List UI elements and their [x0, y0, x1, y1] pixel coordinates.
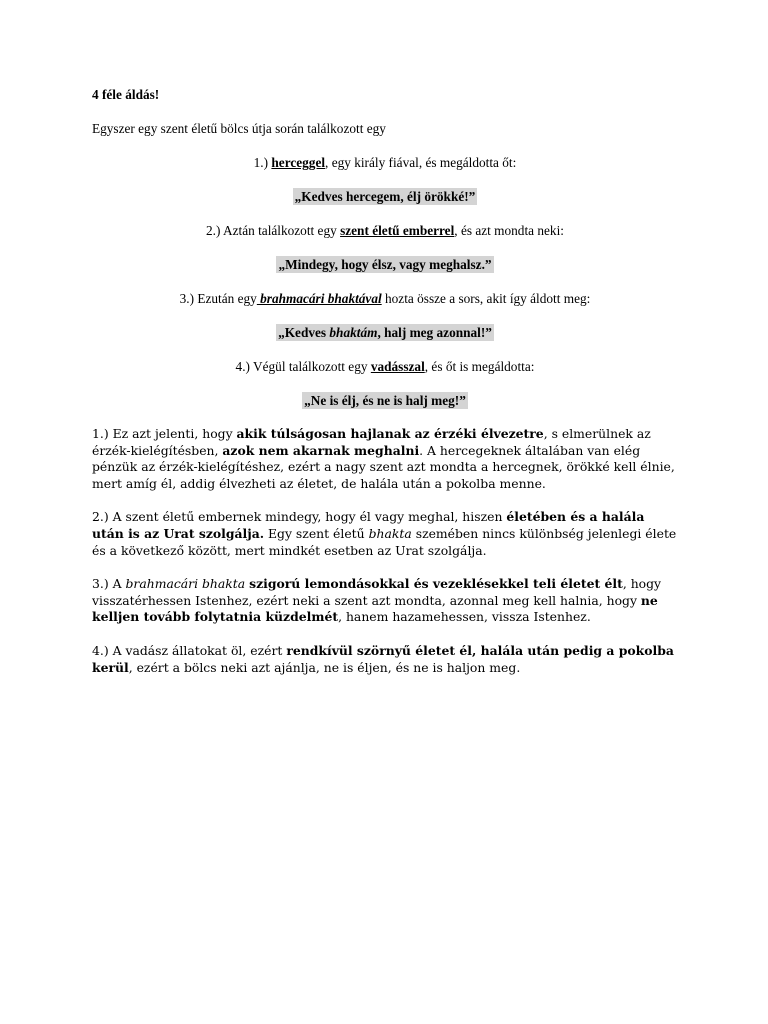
blessing-highlight — [276, 256, 493, 273]
text-run: , ezért a bölcs neki azt ajánlja, ne is éljen, és ne is haljon meg. — [128, 659, 521, 675]
text-run: 2.) A szent életű embernek mindegy, hogy él vagy meghal, hiszen — [92, 509, 507, 525]
blessing-4 — [92, 392, 678, 409]
blessing-2 — [92, 256, 678, 273]
blessing-text: „Ne is élj, és ne is halj meg!” — [304, 393, 466, 408]
italic-text: brahmacári bhakta — [125, 576, 246, 592]
blessing-text-italic: bhaktám — [329, 325, 378, 340]
explanation-paragraph-4 — [92, 643, 678, 676]
text-run: , hanem hazamehessen, vissza Istenhez. — [338, 609, 591, 625]
bold-text: életében és a halála után is az Urat szolgálja. — [92, 509, 645, 541]
meeting-line-3 — [92, 290, 678, 307]
blessing-highlight — [276, 324, 494, 341]
meeting-prefix: 1.) — [253, 155, 272, 170]
explanation-paragraph-2 — [92, 509, 678, 559]
meeting-prefix: 3.) Ezután egy — [179, 291, 257, 306]
meeting-suffix: , és őt is megáldotta: — [424, 359, 535, 374]
blessing-3 — [92, 324, 678, 341]
meeting-line-4 — [92, 358, 678, 375]
meeting-keyword: brahmacári bhaktával — [256, 291, 382, 306]
explanation-paragraph-1 — [92, 426, 678, 492]
text-run: . A hercegeknek általában van elég pénzük az érzék-kielégítéshez, ezért a nagy szent azt mondta a hercegnek, örökké kell élnie, mert amíg él, addig élvezheti az életet, de halála után a pokolba menne. — [92, 442, 675, 491]
meeting-prefix: 2.) Aztán találkozott egy — [206, 223, 341, 238]
bold-text: ne kelljen tovább folytatnia küzdelmét — [92, 592, 658, 625]
text-run: , hogy visszatérhessen Istenhez, ezért neki a szent azt mondta, azonnal meg kell halnia, hogy — [92, 576, 662, 608]
blessing-1 — [92, 188, 678, 205]
blessing-text: , halj meg azonnal!” — [377, 325, 492, 340]
text-run: 1.) Ez azt jelenti, hogy — [92, 426, 237, 441]
text-run: Egy szent életű — [264, 525, 369, 541]
meeting-keyword: vadásszal — [370, 359, 425, 374]
bold-text: akik túlságosan hajlanak az érzéki élvezetre — [236, 426, 544, 441]
document-body — [92, 86, 678, 693]
meeting-keyword: szent életű emberrel — [340, 223, 455, 238]
meeting-prefix: 4.) Végül találkozott egy — [235, 359, 371, 374]
meeting-suffix: , egy király fiával, és megáldotta őt: — [325, 155, 517, 170]
italic-text: bhakta — [368, 525, 412, 541]
intro-line: Egyszer egy szent életű bölcs útja során találkozott egy — [92, 121, 386, 136]
document-title: 4 féle áldás! — [92, 87, 160, 102]
blessing-highlight — [302, 392, 468, 409]
text-run: 4.) A vadász állatokat öl, ezért — [92, 642, 287, 658]
blessing-highlight — [293, 188, 478, 205]
blessing-text: „Mindegy, hogy élsz, vagy meghalsz.” — [278, 257, 492, 272]
text-run: 3.) A — [92, 576, 126, 592]
meeting-line-1 — [92, 154, 678, 171]
bold-text: szigorú lemondásokkal és vezeklésekkel teli életet élt — [249, 576, 623, 592]
blessing-text: „Kedves — [278, 325, 330, 340]
bold-text: rendkívül szörnyű életet él, halála után pedig a pokolba kerül — [92, 642, 674, 675]
meeting-line-2 — [92, 222, 678, 239]
blessing-text: „Kedves hercegem, élj örökké!” — [294, 189, 476, 204]
meeting-suffix: hozta össze a sors, akit így áldott meg: — [381, 291, 591, 306]
text-run: , s elmerülnek az érzék-kielégítésben, — [92, 426, 651, 458]
explanation-paragraph-3 — [92, 576, 678, 626]
bold-text: azok nem akarnak meghalni — [222, 442, 420, 458]
explanations — [92, 426, 678, 676]
meeting-suffix: , és azt mondta neki: — [454, 223, 564, 238]
meeting-keyword: herceggel — [271, 155, 326, 170]
text-run: szemében nincs különbség jelenlegi élete és a következő között, mert mindkét esetben az Urat szolgálja. — [92, 525, 677, 558]
